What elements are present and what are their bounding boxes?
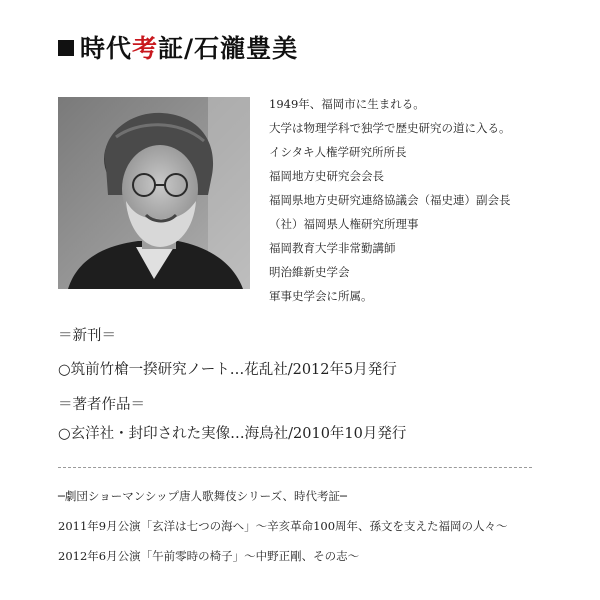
new-release-heading: ＝新刊＝ <box>58 328 116 344</box>
bio-line: 福岡教育大学非常勤講師 <box>269 241 396 255</box>
author-works-heading: ＝著者作品＝ <box>58 397 145 413</box>
bio-line: 福岡地方史研究会会長 <box>269 169 384 183</box>
series-heading: ─劇団ショーマンシップ唐人歌舞伎シリーズ、時代考証─ <box>58 489 347 503</box>
bio-line: 福岡県地方史研究連絡協議会（福史連）副会長 <box>269 193 511 207</box>
bio-line: 軍事史学会に所属。 <box>269 289 373 303</box>
black-square-icon <box>58 40 74 56</box>
page-title <box>58 34 298 64</box>
title-accent: 考 <box>132 34 159 63</box>
bio-line: （社）福岡県人権研究所理事 <box>269 217 419 231</box>
performance-2012: 2012年6月公演「午前零時の椅子」～中野正剛、その志～ <box>58 549 360 563</box>
title-prefix: 時代 <box>80 34 133 63</box>
bio-line: 大学は物理学科で独学で歴史研究の道に入る。 <box>269 121 511 135</box>
new-release-item: ○筑前竹槍一揆研究ノート…花乱社/2012年5月発行 <box>58 362 397 378</box>
bio-line: イシタキ人権学研究所所長 <box>269 145 407 159</box>
bio-line: 明治維新史学会 <box>269 265 350 279</box>
author-works-item: ○玄洋社・封印された実像…海鳥社/2010年10月発行 <box>58 426 407 442</box>
performance-2011: 2011年9月公演「玄洋は七つの海へ」～辛亥革命100周年、孫文を支えた福岡の人々～ <box>58 519 508 533</box>
author-photo <box>58 97 250 289</box>
title-rest: 証/石瀧豊美 <box>158 34 299 63</box>
bio-line: 1949年、福岡市に生まれる。 <box>269 97 425 111</box>
author-portrait-image <box>58 97 250 289</box>
dashed-divider <box>58 467 532 468</box>
biography-list <box>269 92 511 308</box>
